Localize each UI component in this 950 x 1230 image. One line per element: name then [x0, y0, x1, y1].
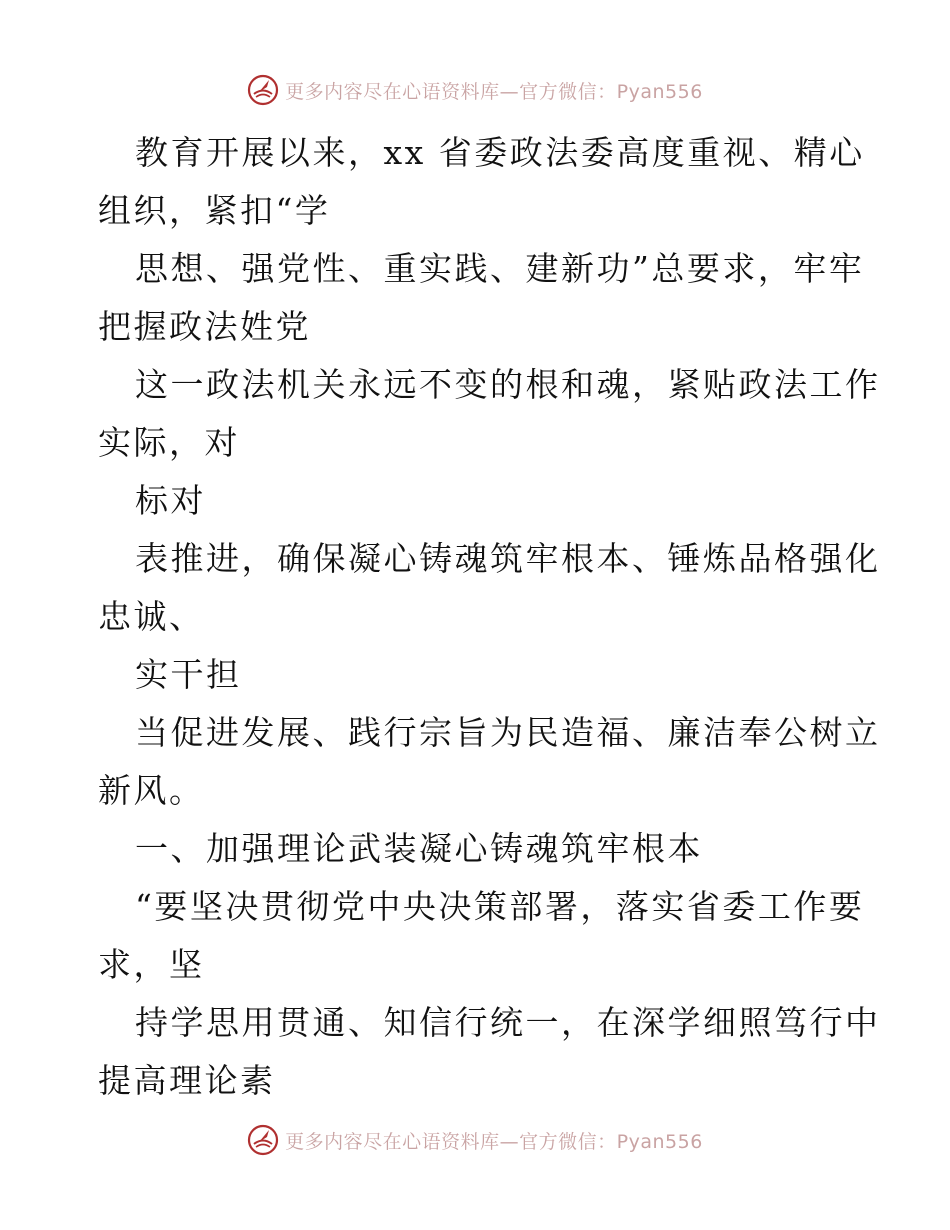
document-body: [98, 124, 881, 1110]
text-line: 新风。: [98, 771, 205, 810]
text-line: 标对: [135, 481, 206, 520]
text-line: 当促进发展、践行宗旨为民造福、廉洁奉公树立: [135, 713, 881, 752]
book-quill-logo-icon: [247, 74, 279, 106]
text-line: 组织，紧扣“学: [98, 191, 331, 230]
footer-banner-text: 更多内容尽在心语资料库—官方微信：Pyan556: [285, 1130, 703, 1153]
text-line: 实干担: [135, 655, 242, 694]
text-line: 把握政法姓党: [98, 307, 311, 346]
header-banner: [0, 70, 950, 110]
footer-banner: [0, 1120, 950, 1160]
text-line: “要坚决贯彻党中央决策部署，落实省委工作要: [135, 887, 865, 926]
text-line: 这一政法机关永远不变的根和魂，紧贴政法工作: [135, 365, 881, 404]
text-line: 教育开展以来，xx 省委政法委高度重视、精心: [135, 133, 865, 172]
text-line: 持学思用贯通、知信行统一，在深学细照笃行中: [135, 1003, 881, 1042]
text-line: 思想、强党性、重实践、建新功”总要求，牢牢: [135, 249, 865, 288]
section-heading: 一、加强理论武装凝心铸魂筑牢根本: [135, 829, 703, 868]
text-line: 求，坚: [98, 945, 205, 984]
header-banner-text: 更多内容尽在心语资料库—官方微信：Pyan556: [285, 80, 703, 103]
text-line: 实际，对: [98, 423, 240, 462]
text-line: 忠诚、: [98, 597, 205, 636]
text-line: 提高理论素: [98, 1061, 276, 1100]
text-line: 表推进，确保凝心铸魂筑牢根本、锤炼品格强化: [135, 539, 881, 578]
book-quill-logo-icon: [247, 1124, 279, 1156]
